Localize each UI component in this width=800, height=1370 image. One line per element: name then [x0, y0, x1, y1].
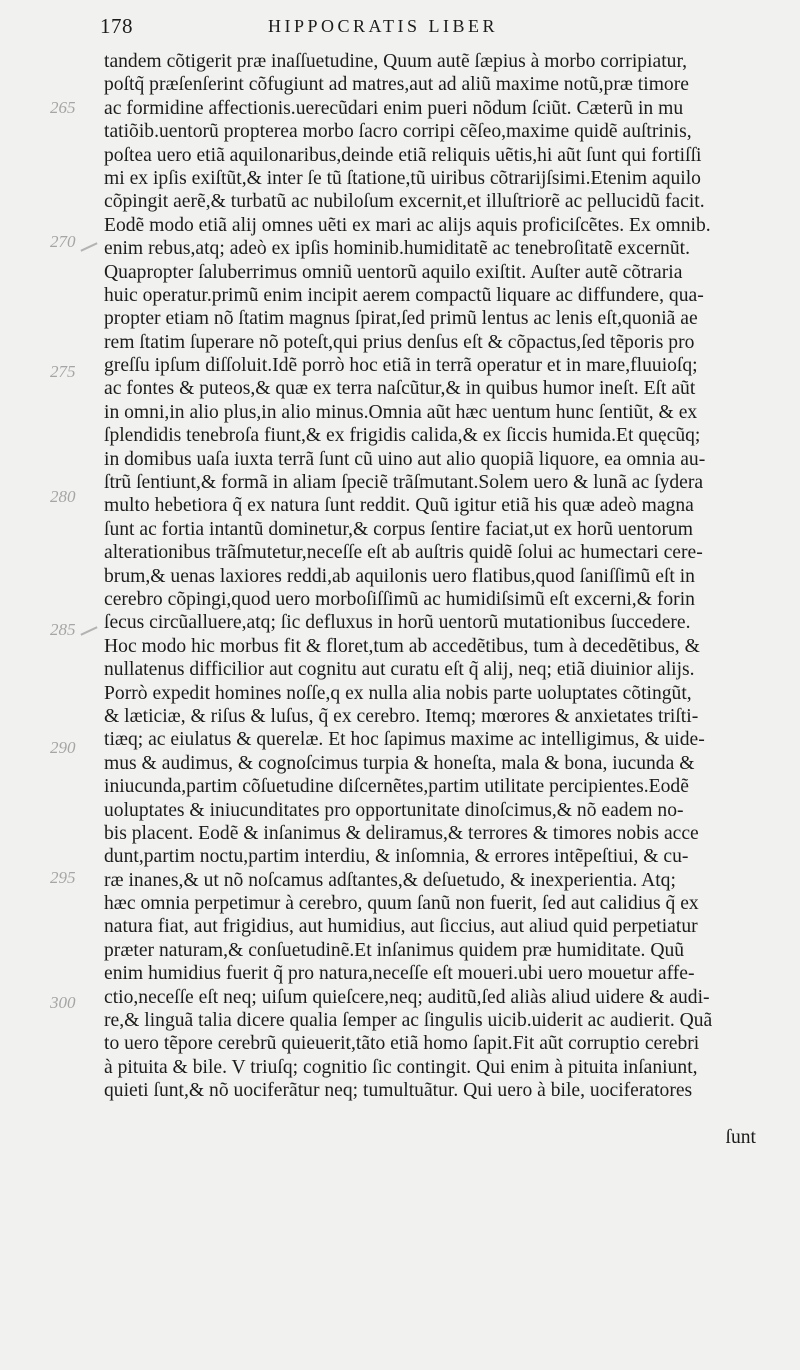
text-line: poſtq̃ præſenſerint cõfugiunt ad matres,aut ad aliũ maxime notũ,præ timore [104, 74, 689, 96]
text-line [104, 1103, 764, 1126]
text-line: ſecus circũalluere,atq; ſic defluxus in horũ uentorũ mutationibus ſuccedere. [104, 612, 691, 634]
text-line: ræ inanes,& ut nõ noſcamus adſtantes,& deſuetudo, & inexperientia. Atq; [104, 869, 676, 891]
catchword: ſunt [725, 1126, 756, 1148]
text-line: ac formidine affectionis.uerecũdari enim pueri nõdum ſciũt. Cæterũ in mu [104, 97, 684, 119]
text-line: mi ex ipſis exiſtũt,& inter ſe tũ ſtatione,tũ uiribus cõtrarijſsimi.Etenim aquilo [104, 167, 701, 189]
text-line: multo hebetiora q̃ ex natura ſunt reddit. Quũ igitur etiã his quæ adeò magna [104, 495, 694, 517]
margin-pencil-mark [80, 626, 97, 635]
text-line: natura fiat, aut frigidius, aut humidius, aut ſiccius, aut aliud quid perpetiatur [104, 916, 698, 938]
text-line: ſunt ac fortia intantũ dominetur,& corpus ſentire faciat,ut ex horũ uentorum [104, 518, 694, 540]
text-line: præter naturam,& conſuetudinẽ.Et inſanimus quidem præ humiditate. Quũ [104, 939, 685, 961]
margin-line-number: 290 [50, 738, 76, 757]
text-line: ſtrũ ſentiunt,& formã in aliam ſpeciẽ trãſmutant.Solem uero & lunã ac ſydera [104, 472, 704, 494]
text-line: dunt,partim noctu,partim interdiu, & inſomnia, & errores intẽpeſtiui, & cu- [104, 846, 689, 868]
text-line: ctio,neceſſe eſt neq; uiſum quieſcere,neq; auditũ,ſed aliàs aliud uidere & audi- [104, 986, 710, 1008]
text-line: Quapropter ſaluberrimus omniũ uentorũ aquilo exiſtit. Auſter autẽ cõtraria [104, 261, 683, 283]
text-line: ac fontes & puteos,& quæ ex terra naſcũtur,& in quibus humor ineſt. Eſt aũt [104, 378, 696, 400]
margin-pencil-mark [80, 242, 97, 251]
text-line: ſplendidis tenebroſa fiunt,& ex frigidis calida,& ex ſiccis humida.Et quęcũq; [104, 425, 701, 447]
text-line: mus & audimus, & cognoſcimus turpia & honeſta, mala & bona, iucunda & [104, 752, 695, 774]
margin-line-number: 270 [50, 232, 76, 251]
text-line: huic operatur.primũ enim incipit aerem compactũ liquare ac diffundere, qua- [104, 284, 704, 306]
text-line: bis placent. Eodẽ & inſanimus & deliramus,& terrores & timores nobis acce [104, 822, 699, 844]
running-head: HIPPOCRATIS LIBER [268, 16, 499, 36]
text-line: tandem cõtigerit præ inaſſuetudine, Quum autẽ ſæpius à morbo corripiatur, [104, 51, 688, 72]
text-line: tiæq; ac eiulatus & querelæ. Et hoc ſapimus maxime ac intelligimus, & uide- [104, 729, 705, 751]
text-line: to uero tẽpore cerebrũ quieuerit,tãto etiã homo ſapit.Fit aũt corruptio cerebri [104, 1033, 700, 1055]
text-line: quieti ſunt,& nõ uociferãtur neq; tumultuãtur. Qui uero à bile, uociferatores [104, 1080, 693, 1102]
text-line: propter etiam nõ ſtatim magnus ſpirat,ſed primũ lentus ac lenis eſt,quoniã ae [104, 308, 698, 330]
page-number: 178 [100, 14, 133, 38]
text-line: Hoc modo hic morbus fit & floret,tum ab accedẽtibus, tum à decedẽtibus, & [104, 635, 700, 657]
text-line: brum,& uenas laxiores reddi,ab aquilonis uero flatibus,quod ſaniſſimũ eſt in [104, 565, 695, 587]
text-line: hæc omnia perpetimur à cerebro, quum ſanũ non fuerit, ſed aut calidius q̃ ex [104, 893, 699, 915]
text-line: tatiõib.uentorũ propterea morbo ſacro corripi cẽſeo,maxime quidẽ auſtrinis, [104, 121, 692, 143]
margin-line-number: 285 [50, 620, 76, 639]
text-line: cerebro cõpingi,quod uero morboſiſſimũ ac humidiſsimũ eſt excerni,& forin [104, 588, 695, 610]
text-line: Eodẽ modo etiã alij omnes uẽti ex mari ac alijs aquis proficiſcẽtes. Ex omnib. [104, 214, 711, 236]
text-line: Porrò expedit homines noſſe,q ex nulla alia nobis parte uoluptates cõtingũt, [104, 682, 692, 704]
text-line: & læticiæ, & riſus & luſus, q̃ ex cerebro. Itemq; mœrores & anxietates triſti- [104, 705, 699, 727]
text-line: uoluptates & iniucunditates pro opportunitate dinoſcimus,& nõ eadem no- [104, 799, 684, 821]
margin-line-number: 300 [50, 993, 76, 1012]
margin-line-number: 265 [50, 98, 76, 117]
margin-line-number: 280 [50, 487, 76, 506]
text-column [104, 50, 764, 1149]
text-line: alterationibus trãſmutetur,neceſſe eſt ab auſtris quidẽ ſolui ac humectari cere- [104, 542, 703, 564]
text-line: in omni,in alio plus,in alio minus.Omnia aũt hæc uentum hunc ſentiũt, & ex [104, 401, 698, 423]
text-line: re,& linguã talia dicere qualia ſemper ac ſingulis uicib.uiderit ac audierit. Quã [104, 1010, 713, 1032]
page-header [100, 12, 760, 42]
text-line: enim humidius fuerit q̃ pro natura,neceſſe eſt moueri.ubi uero mouetur affe- [104, 963, 695, 985]
text-line: nullatenus difficilior aut cognitu aut curatu eſt q̃ alij, neq; etiã diuinior alijs. [104, 659, 695, 681]
text-line: in domibus uaſa iuxta terrã ſunt cũ uino aut alio quopiã liquore, ea omnia au- [104, 448, 706, 470]
text-line: à pituita & bile. V triuſq; cognitio ſic contingit. Qui enim à pituita inſaniunt, [104, 1056, 698, 1078]
margin-line-number: 275 [50, 362, 76, 381]
margin-line-number: 295 [50, 868, 76, 887]
text-line: cõpingit aerẽ,& turbatũ ac nubiloſum excernit,et illuſtriorẽ ac pellucidũ facit. [104, 191, 705, 213]
text-line: poſtea uero etiã aquilonaribus,deinde etiã reliquis uẽtis,hi aũt ſunt qui fortiſſi [104, 144, 702, 166]
text-line: enim rebus,atq; adeò ex ipſis hominib.humiditatẽ ac tenebroſitatẽ excernũt. [104, 238, 690, 260]
text-line: rem ſtatim ſuperare nõ poteſt,qui prius denſus eſt & cõpactus,ſed tẽporis pro [104, 331, 695, 353]
text-line: greſſu ipſum diſſoluit.Idẽ porrò hoc etiã in terrã operatur et in mare,fluuioſq; [104, 355, 698, 377]
text-line: iniucunda,partim cõſuetudine diſcernẽtes,partim utilitate percipientes.Eodẽ [104, 776, 689, 798]
